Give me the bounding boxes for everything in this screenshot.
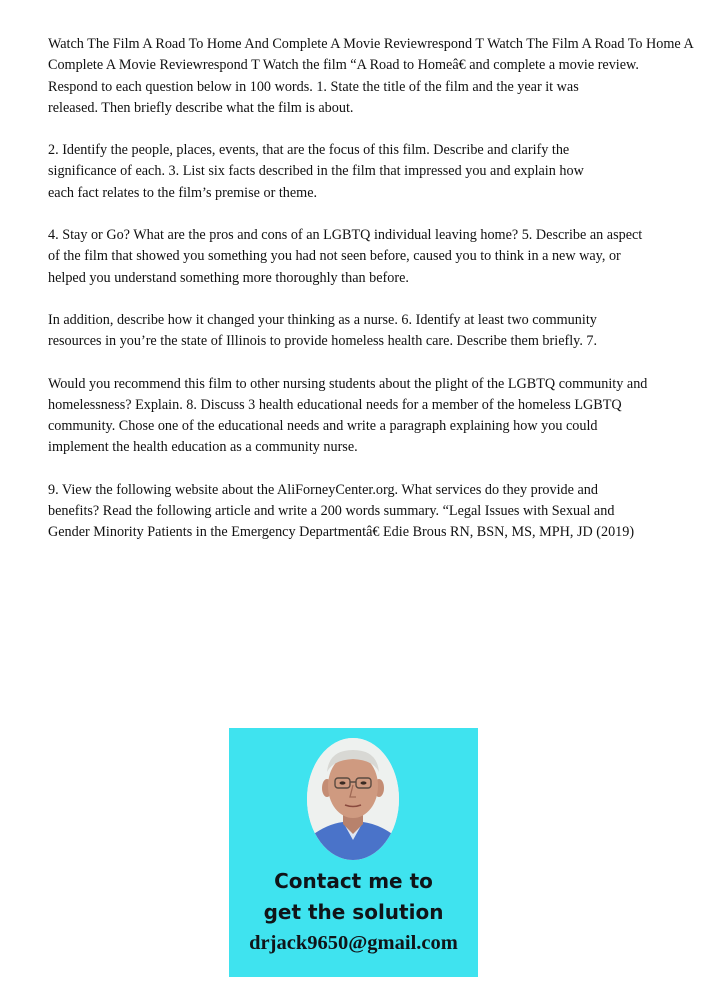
text-line: resources in you’re the state of Illinois to provide homeless health care. Describe them briefly. 7. (48, 333, 598, 350)
contact-advert[interactable] (229, 728, 478, 977)
text-line: 2. Identify the people, places, events, that are the focus of this film. Describe and clarify the (48, 142, 570, 159)
paragraph-1 (48, 34, 708, 119)
text-line: 9. View the following website about the AliForneyCenter.org. What services do they provide and (48, 481, 598, 498)
text-line: Respond to each question below in 100 words. 1. State the title of the film and the year it was (48, 78, 579, 95)
contact-headline-line1: Contact me to (274, 869, 433, 893)
text-line: benefits? Read the following article and write a 200 words summary. “Legal Issues with Sexual and (48, 503, 615, 520)
text-line: Gender Minority Patients in the Emergency Departmentâ€ Edie Brous RN, BSN, MS, MPH, JD (2019) (48, 524, 635, 541)
paragraph-2 (48, 140, 708, 204)
paragraph-3 (48, 225, 708, 289)
contact-email[interactable]: drjack9650@gmail.com (249, 932, 458, 954)
paragraph-5 (48, 374, 708, 459)
avatar (307, 738, 399, 860)
text-line: Complete A Movie Reviewrespond T Watch the film “A Road to Homeâ€ and complete a movie review. (48, 57, 639, 74)
text-line: Would you recommend this film to other nursing students about the plight of the LGBTQ community and (48, 375, 648, 392)
contact-headline-line2: get the solution (263, 900, 444, 924)
text-line: released. Then briefly describe what the film is about. (48, 99, 354, 116)
text-line: helped you understand something more thoroughly than before. (48, 269, 409, 286)
text-line: homelessness? Explain. 8. Discuss 3 health educational needs for a member of the homeless LGBTQ (48, 396, 622, 413)
text-line: implement the health education as a community nurse. (48, 439, 358, 456)
text-line: In addition, describe how it changed your thinking as a nurse. 6. Identify at least two community (48, 311, 597, 328)
text-line: of the film that showed you something you had not seen before, caused you to think in a new way, or (48, 248, 621, 265)
portrait-photo (307, 738, 399, 860)
text-line: community. Chose one of the educational needs and write a paragraph explaining how you could (48, 418, 598, 435)
paragraph-4 (48, 310, 708, 353)
document-body (48, 34, 708, 565)
paragraph-6 (48, 480, 708, 544)
text-line: Watch The Film A Road To Home And Complete A Movie Reviewrespond T Watch The Film A Road To Home A (48, 36, 694, 52)
text-line: significance of each. 3. List six facts described in the film that impressed you and explain how (48, 163, 584, 180)
text-line: 4. Stay or Go? What are the pros and cons of an LGBTQ individual leaving home? 5. Describe an aspect (48, 227, 643, 244)
text-line: each fact relates to the film’s premise or theme. (48, 184, 318, 201)
